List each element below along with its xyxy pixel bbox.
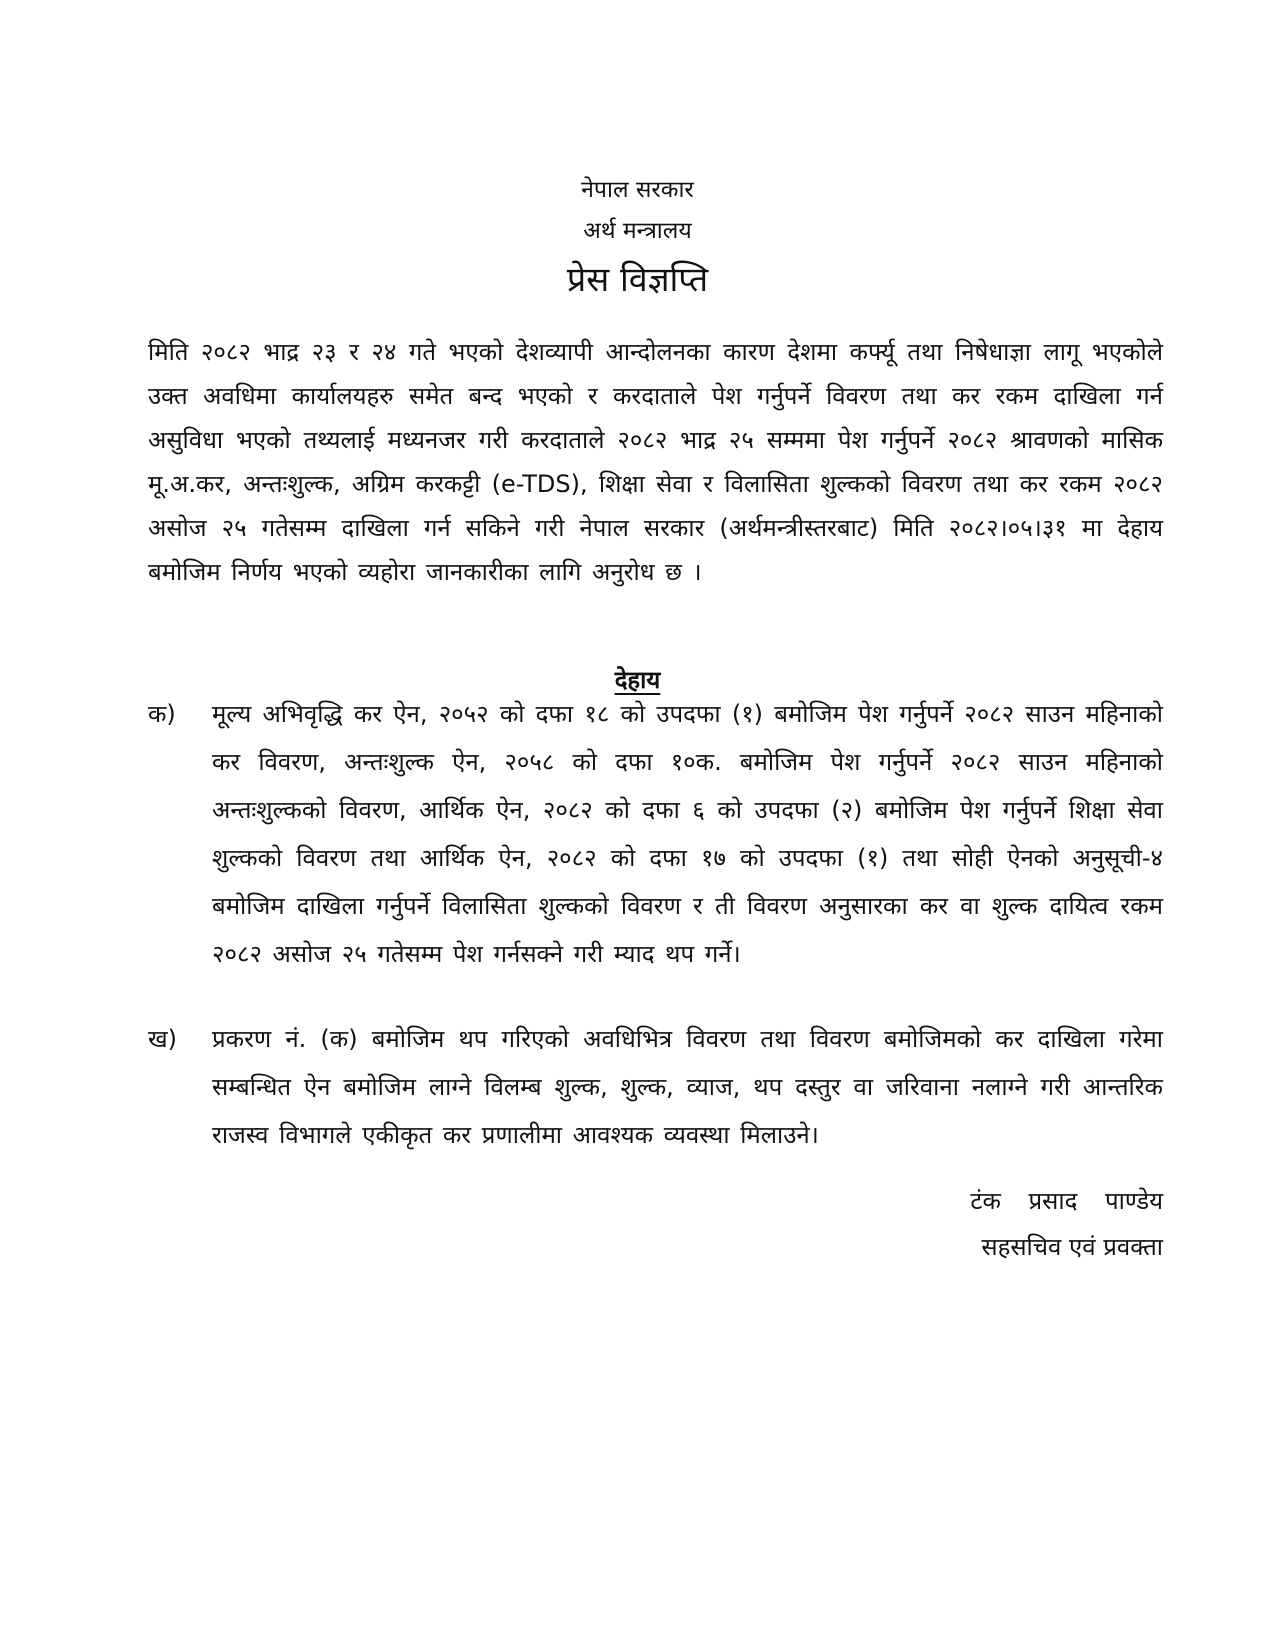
signatory-designation: सहसचिव एवं प्रवक्ता — [981, 1233, 1163, 1261]
intro-paragraph: मिति २०८२ भाद्र २३ र २४ गते भएको देशव्यापी आन्दोलनका कारण देशमा कर्फ्यू तथा निषेधाज्ञा लागू भएकोले उक्त अवधिमा कार्यालयहरु समेत बन्द भएको र करदाताले पेश गर्नुपर्ने विवरण तथा कर रकम दाखिला गर्न असुविधा भएको तथ्यलाई मध्यनजर गरी करदाताले २०८२ भाद्र २५ सम्ममा पेश गर्नुपर्ने २०८२ श्रावणको मासिक मू.अ.कर, अन्तःशुल्क, अग्रिम करकट्टी (e-TDS), शिक्षा सेवा र विलासिता शुल्कको विवरण तथा कर रकम २०८२ असोज २५ गतेसम्म दाखिला गर्न सकिने गरी नेपाल सरकार (अर्थमन्त्रीस्तरबाट) मिति २०८२।०५।३१ मा देहाय बमोजिम निर्णय भएको व्यहोरा जानकारीका लागि अनुरोध छ । — [148, 338, 1163, 586]
list-item-label: क) — [148, 700, 176, 728]
section-heading-text: देहाय — [614, 666, 661, 694]
signatory-name: टंक प्रसाद पाण्डेय — [970, 1187, 1163, 1215]
document-title: प्रेस विज्ञप्ति — [566, 260, 709, 300]
list-item-text: प्रकरण नं. (क) बमोजिम थप गरिएको अवधिभित्र विवरण तथा विवरण बमोजिमको कर दाखिला गरेमा सम्बन्धित ऐन बमोजिम लाग्ने विलम्ब शुल्क, शुल्क, व्याज, थप दस्तुर वा जरिवाना नलाग्ने गरी आन्तरिक राजस्व विभागले एकीकृत कर प्रणालीमा आवश्यक व्यवस्था मिलाउने। — [212, 1025, 1163, 1149]
list-item-text: मूल्य अभिवृद्धि कर ऐन, २०५२ को दफा १८ को उपदफा (१) बमोजिम पेश गर्नुपर्ने २०८२ साउन महिनाको कर विवरण, अन्तःशुल्क ऐन, २०५८ को दफा १०क. बमोजिम पेश गर्नुपर्ने २०८२ साउन महिनाको अन्तःशुल्कको विवरण, आर्थिक ऐन, २०८२ को दफा ६ को उपदफा (२) बमोजिम पेश गर्नुपर्ने शिक्षा सेवा शुल्कको विवरण तथा आर्थिक ऐन, २०८२ को दफा १७ को उपदफा (१) तथा सोही ऐनको अनुसूची-४ बमोजिम दाखिला गर्नुपर्ने विलासिता शुल्कको विवरण र ती विवरण अनुसारका कर वा शुल्क दायित्व रकम २०८२ असोज २५ गतेसम्म पेश गर्नसक्ने गरी म्याद थप गर्ने। — [212, 700, 1163, 968]
list-item-label: ख) — [148, 1025, 177, 1053]
signature-block — [970, 1178, 1163, 1270]
ministry-name: अर्थ मन्त्रालय — [583, 218, 692, 244]
government-name: नेपाल सरकार — [581, 177, 694, 203]
